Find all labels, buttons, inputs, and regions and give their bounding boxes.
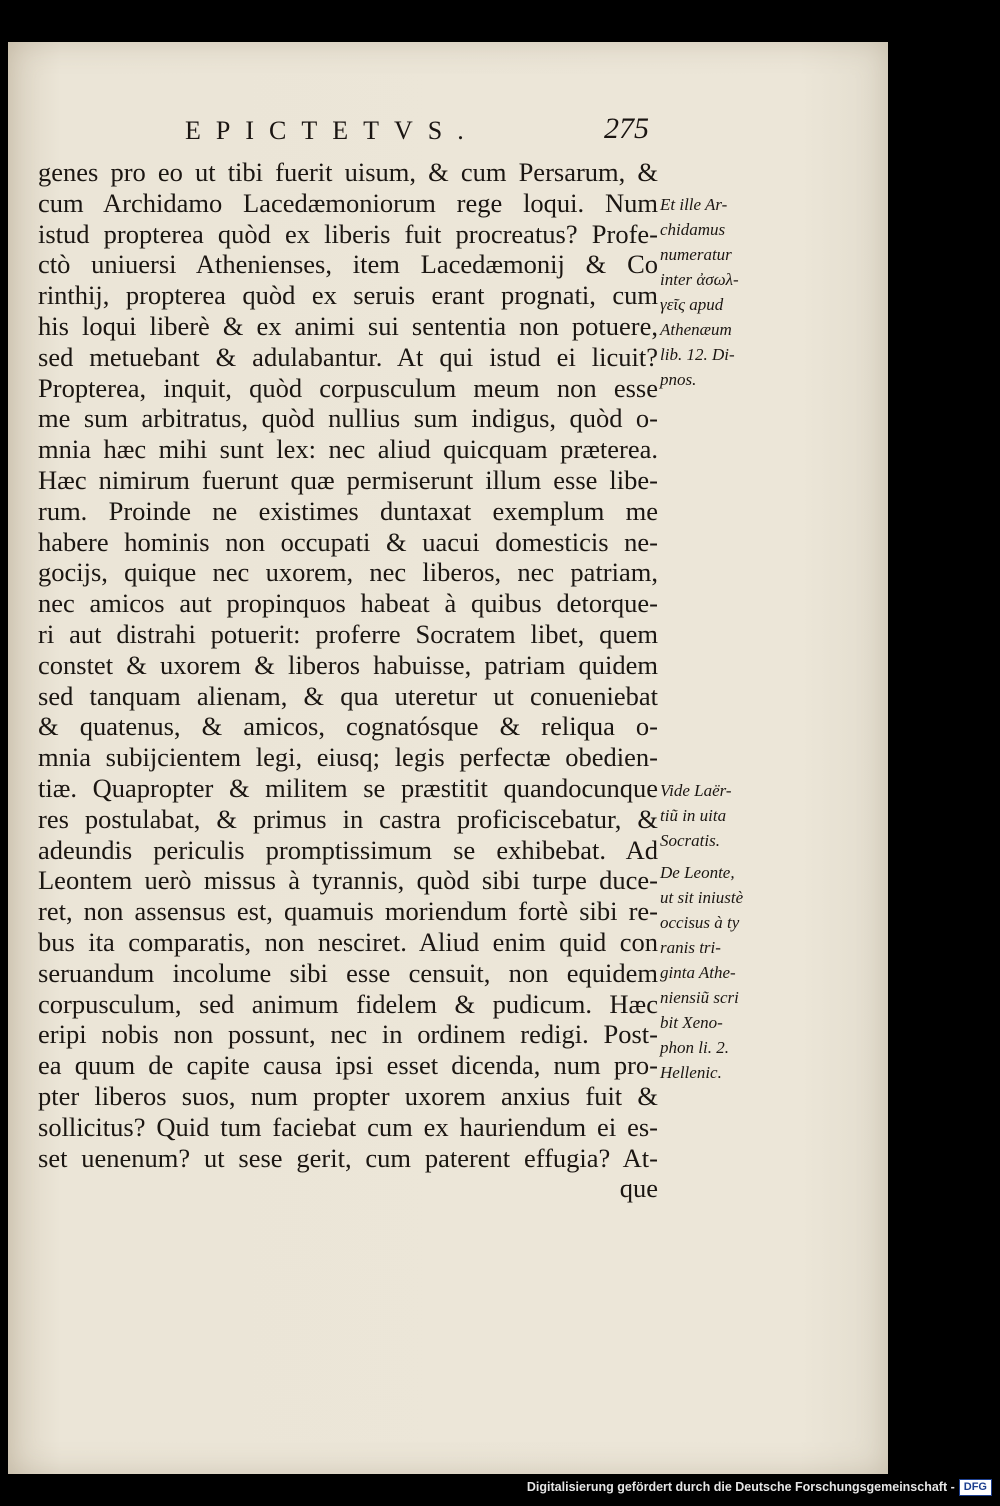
text-line: nec amicos aut propinquos habeat à quibus detorque- [38, 588, 658, 619]
marginal-note-laertius [660, 778, 732, 853]
marginal-note-line: pnos. [660, 370, 697, 389]
marginal-note-line: ranis tri- [660, 938, 721, 957]
marginal-note-line: Et ille Ar- [660, 195, 728, 214]
text-line: genes pro eo ut tibi fuerit uisum, & cum Persarum, & [38, 157, 658, 187]
text-line: gocijs, quique nec uxorem, nec liberos, nec patriam, [38, 557, 658, 588]
marginal-note-line: De Leonte, [660, 863, 735, 882]
marginal-note-line: occisus à ty [660, 913, 740, 932]
text-line: que [619, 1173, 658, 1204]
text-line: mnia hæc mihi sunt lex: nec aliud quicquam præterea. [38, 434, 658, 465]
text-line: adeundis periculis promptissimum se exhibebat. Ad [38, 834, 658, 865]
marginal-note-line: Socratis. [660, 831, 720, 850]
text-line: ret, non assensus est, quamuis moriendum fortè sibi re- [38, 896, 658, 927]
text-line: Hæc nimirum fuerunt quæ permiserunt illum esse libe- [38, 464, 658, 495]
text-line: corpusculum, sed animum fidelem & pudicum. Hæc [38, 988, 658, 1019]
marginal-note-leon [660, 860, 743, 1085]
marginal-note-line: γεῖς apud [660, 295, 724, 314]
text-line: Leontem uerò missus à tyrannis, quòd sibi turpe duce- [38, 865, 658, 896]
text-line: sollicitus? Quid tum faciebat cum ex hauriendum ei es- [38, 1111, 658, 1142]
funding-credit: Digitalisierung gefördert durch die Deutsche Forschungsgemeinschaft - [526, 1480, 955, 1494]
marginal-note-line: ginta Athe- [660, 963, 736, 982]
text-line: bus ita comparatis, non nesciret. Aliud enim quid con [38, 926, 658, 957]
text-line: Propterea, inquit, quòd corpusculum meum non esse [38, 372, 658, 403]
text-line: ri aut distrahi potuerit: proferre Socratem libet, quem [38, 618, 658, 649]
text-line: his loqui liberè & ex animi sui sententia non potuere, [38, 310, 658, 341]
main-text-block [38, 157, 658, 1204]
marginal-note-line: Athenæum [660, 320, 732, 339]
marginal-note-line: numeratur [660, 245, 732, 264]
marginal-note-line: lib. 12. Di- [660, 345, 735, 364]
text-line: rinthij, propterea quòd ex seruis erant prognati, cum [38, 280, 658, 311]
text-line: rum. Proinde ne existimes duntaxat exemplum me [38, 495, 658, 526]
digitization-footer [527, 1478, 992, 1496]
text-line: ea quum de capite causa ipsi esset dicenda, num pro- [38, 1050, 658, 1081]
marginal-note-line: Hellenic. [660, 1063, 722, 1082]
page-header [0, 112, 1000, 156]
text-line: me sum arbitratus, quòd nullius sum indigus, quòd o- [38, 403, 658, 434]
marginal-note-line: tiũ in uita [660, 806, 727, 825]
marginal-note-line: inter ἀσωλ- [660, 270, 739, 289]
text-line: constet & uxorem & liberos habuisse, patriam quidem [38, 649, 658, 680]
marginal-note-line: bit Xeno- [660, 1013, 723, 1032]
text-line: eripi nobis non possunt, nec in ordinem redigi. Post- [38, 1019, 658, 1050]
text-line: tiæ. Quapropter & militem se præstitit quandocunque [38, 772, 658, 803]
text-line: pter liberos suos, num propter uxorem anxius fuit & [38, 1080, 658, 1111]
marginal-note-line: ut sit iniustè [660, 888, 744, 907]
text-line: habere hominis non occupati & uacui domesticis ne- [38, 526, 658, 557]
text-line: set uenenum? ut sese gerit, cum paterent effugia? At- [38, 1142, 658, 1173]
text-line: istud propterea quòd ex liberis fuit procreatus? Profe- [38, 218, 658, 249]
text-line: sed tanquam alienam, & qua uteretur ut conueniebat [38, 680, 658, 711]
text-line: sed metuebant & adulabantur. At qui istud ei licuit? [38, 341, 658, 372]
marginal-note-line: niensiũ scri [660, 988, 739, 1007]
marginal-note-line: chidamus [660, 220, 726, 239]
text-line: mnia subijcientem legi, eiusq; legis perfectæ obedien- [38, 742, 658, 773]
text-line: seruandum incolume sibi esse censuit, non equidem [38, 957, 658, 988]
running-title: EPICTETVS. [185, 116, 479, 145]
marginal-note-line: Vide Laër- [660, 781, 732, 800]
dfg-logo: DFG [959, 1479, 992, 1496]
text-line: ctò uniuersi Athenienses, item Lacedæmonij & Co [38, 249, 658, 280]
text-line: res postulabat, & primus in castra proficiscebatur, & [38, 803, 658, 834]
page-number: 275 [604, 112, 649, 145]
marginal-note-line: phon li. 2. [660, 1038, 729, 1057]
text-line: cum Archidamo Lacedæmoniorum rege loqui. Num [38, 187, 658, 218]
marginal-note-archidamus [660, 192, 739, 392]
text-line: & quatenus, & amicos, cognatósque & reliqua o- [38, 711, 658, 742]
